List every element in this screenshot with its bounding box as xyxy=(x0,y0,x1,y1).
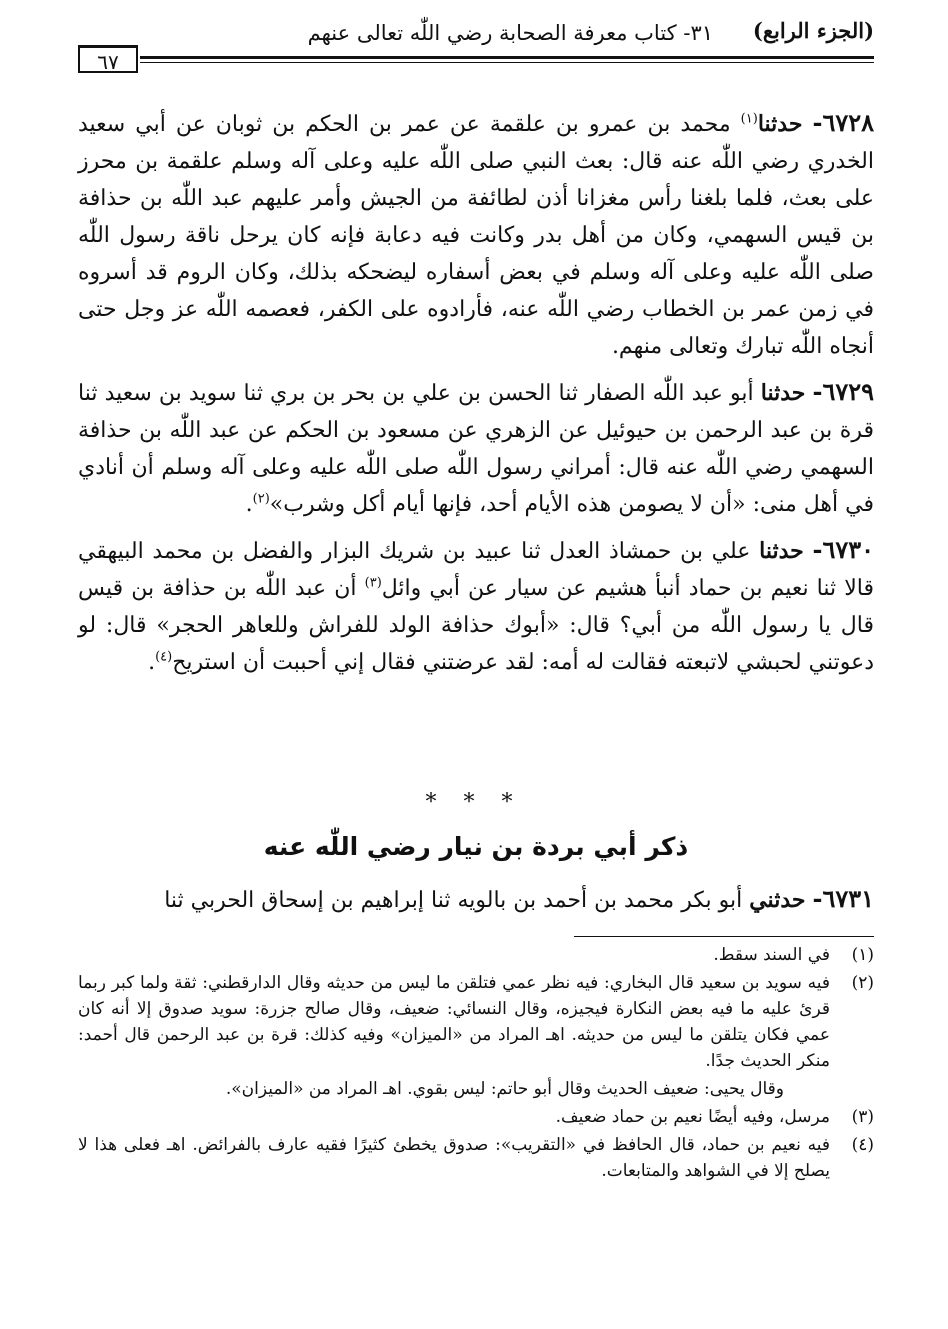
hadith-opening: حدثني xyxy=(749,887,806,913)
footnote-number: (٣) xyxy=(851,1107,874,1127)
footnote-ref: (١) xyxy=(740,111,758,127)
hadith-text: أبو بكر محمد بن أحمد بن بالويه ثنا إبراهيم بن إسحاق الحربي ثنا xyxy=(164,888,743,913)
hadith-text: علي بن حمشاذ العدل ثنا عبيد بن شريك البزار والفضل بن محمد البيهقي قالا ثنا نعيم بن حماد أنبأ هشيم عن سيار عن أبي وائل xyxy=(78,539,875,601)
footnote-text: مرسل، وفيه أيضًا نعيم بن حماد ضعيف. xyxy=(555,1107,830,1127)
footnote-ref: (٤) xyxy=(155,649,173,665)
footnote-divider xyxy=(574,936,874,937)
footnotes xyxy=(78,942,874,1186)
hadith-opening: حدثنا xyxy=(759,538,804,564)
header-rule xyxy=(140,56,874,59)
hadith-text: محمد بن عمرو بن علقمة عن عمر بن الحكم بن ثوبان عن أبي سعيد الخدري رضي اللّٰه عنه قال: بعث النبي صلى اللّٰه عليه وعلى آله وسلم علقمة بن محرز على بعث، فلما بلغنا رأس مغزانا أذن لطائفة من الجيش وأمر عليهم عبد اللّٰه بن حذافة بن قيس السهمي، وكان من أهل بدر وكانت فيه دعابة فإنه كان يرحل ناقة رسول اللّٰه صلى اللّٰه عليه وعلى آله وسلم في بعض أسفاره ليضحكه بذلك، وكان الروم قد أسروه في زمن عمر بن الخطاب رضي اللّٰه عنه، فأرادوه على الكفر، فعصمه اللّٰه عز وجل حتى أنجاه اللّٰه تبارك وتعالى منهم. xyxy=(78,112,875,359)
footnote-item xyxy=(78,1076,874,1102)
hadith-text-end: . xyxy=(148,650,156,675)
hadith-text-cont: أن عبد اللّٰه بن حذافة بن قيس قال يا رسول اللّٰه من أبي؟ قال: «أبوك حذافة الولد للفراش وللعاهر الحجر» قال: لو دعوتني لحبشي لاتبعته فقالت له أمه: لقد عرضتني فقال إني أحببت أن استريح xyxy=(78,576,874,675)
footnote-text: فيه نعيم بن حماد، قال الحافظ في «التقريب»: صدوق يخطئ كثيرًا فقيه عارف بالفرائض. اهـ فعلى هذا لا يصلح إلا في الشواهد والمتابعات. xyxy=(78,1135,830,1181)
page-number: ٦٧ xyxy=(78,45,138,73)
hadith-number: ٦٧٣٠- xyxy=(812,535,874,564)
footnote-item xyxy=(78,1104,874,1130)
footnote-text: وقال يحيى: ضعيف الحديث وقال أبو حاتم: ليس بقوي. اهـ المراد من «الميزان». xyxy=(225,1079,784,1099)
header-rule-thin xyxy=(140,62,874,63)
footnote-ref: (٢) xyxy=(252,491,270,507)
footnote-item xyxy=(78,942,874,968)
footnote-text: فيه سويد بن سعيد قال البخاري: فيه نظر عمي فتلقن ما ليس من حديثه وقال الدارقطني: ثقة ولما كبر ربما قرئ عليه ما فيه بعض النكارة فيجيزه، وقال النسائي: ضعيف، وقال صالح جزرة: سويد صدوق إلا أنه كان عمي فكان يتلقن ما ليس من حديثه. اهـ المراد من «الميزان» وفيه كذلك: قرة بن عبد الرحمن قال أحمد: منكر الحديث جدًا. xyxy=(78,973,830,1071)
hadith-opening: حدثنا xyxy=(760,380,806,406)
hadith-number: ٦٧٢٨- xyxy=(812,108,875,137)
footnote-item xyxy=(78,1132,874,1184)
footnote-number: (٤) xyxy=(851,1135,874,1155)
footnote-number: (١) xyxy=(851,945,874,965)
footnote-ref: (٣) xyxy=(364,575,382,591)
section-heading: ذكر أبي بردة بن نيار رضي اللّٰه عنه xyxy=(263,832,689,861)
book-title: ٣١- كتاب معرفة الصحابة رضي اللّٰه تعالى عنهم xyxy=(307,21,713,45)
hadith-text: أبو عبد اللّٰه الصفار ثنا الحسن بن علي بن بحر بن بري ثنا سويد بن سعيد ثنا قرة بن عبد الرحمن بن حيوئيل عن الزهري عن مسعود بن الحكم عن عبد اللّٰه بن حذافة السهمي رضي اللّٰه عنه قال: أمراني رسول اللّٰه صلى اللّٰه عليه وعلى آله وسلم أن أنادي في أهل منى: «أن لا يصومن هذه الأيام أحد، فإنها أيام أكل وشرب» xyxy=(78,381,874,517)
hadith-paragraph xyxy=(78,531,874,681)
footnote-item xyxy=(78,970,874,1074)
hadith-text-end: . xyxy=(245,492,253,517)
volume-label: (الجزء الرابع) xyxy=(752,18,874,43)
footnote-number: (٢) xyxy=(851,973,874,993)
main-text xyxy=(78,104,874,689)
footnote-text: في السند سقط. xyxy=(713,945,830,965)
section-separator: * * * xyxy=(425,790,523,815)
hadith-paragraph xyxy=(78,880,874,919)
hadith-number: ٦٧٢٩- xyxy=(812,377,875,406)
hadith-paragraph xyxy=(78,104,874,365)
hadith-paragraph xyxy=(78,373,874,523)
hadith-number: ٦٧٣١- xyxy=(812,884,874,913)
hadith-opening: حدثنا xyxy=(757,111,803,137)
